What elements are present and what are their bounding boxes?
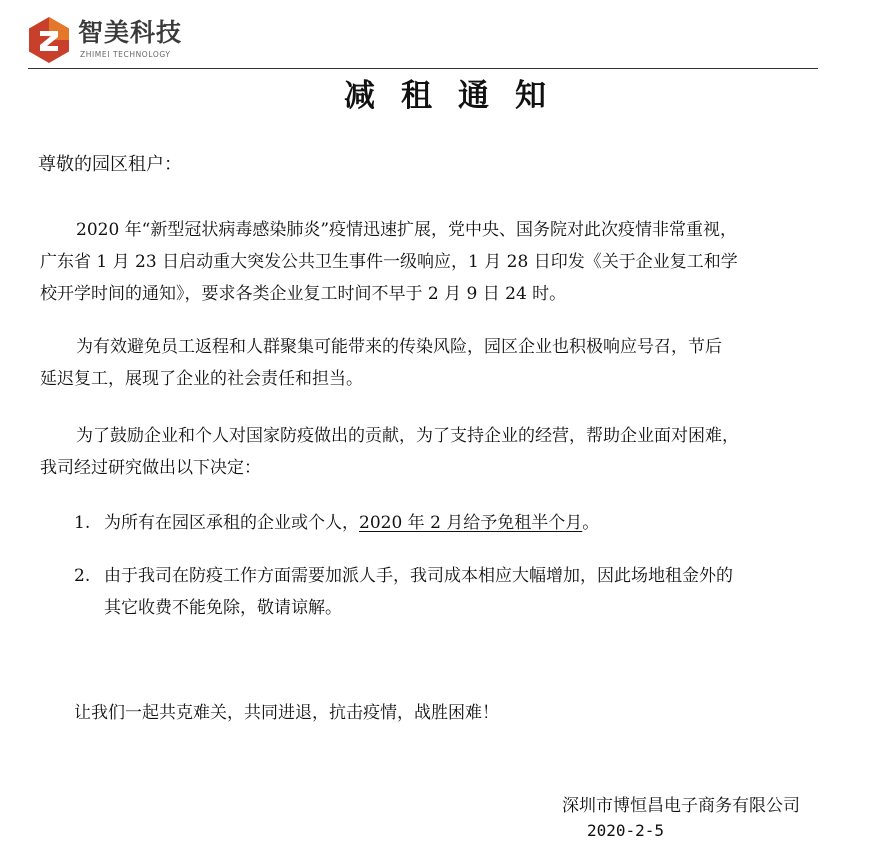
letterhead — [28, 10, 828, 70]
company-signature: 深圳市博恒昌电子商务有限公司 — [562, 796, 800, 816]
list-number: 2. — [74, 566, 91, 586]
decision-end: 。 — [582, 513, 600, 533]
paragraph-line: 延迟复工，展现了企业的社会责任和担当。 — [40, 369, 363, 389]
decision-text: 由于我司在防疫工作方面需要加派人手，我司成本相应大幅增加，因此场地租金外的 — [104, 566, 733, 586]
paragraph-line: 2020 年“新型冠状病毒感染肺炎”疫情迅速扩展，党中央、国务院对此次疫情非常重视， — [76, 220, 738, 240]
header-divider — [28, 68, 818, 69]
paragraph-line: 广东省 1 月 23 日启动重大突发公共卫生事件一级响应，1 月 28 日印发《关于企业复工和学 — [40, 252, 738, 272]
zhimei-logo-icon — [28, 16, 70, 64]
paragraph-decision-intro — [40, 420, 739, 484]
salutation: 尊敬的园区租户： — [38, 154, 182, 175]
notice-title: 减租通知 — [344, 78, 572, 114]
paragraph-park-response — [40, 331, 722, 395]
paragraph-line: 为有效避免员工返程和人群聚集可能带来的传染风险，园区企业也积极响应号召，节后 — [76, 337, 722, 357]
decision-item-1 — [74, 507, 599, 539]
list-number: 1. — [74, 513, 91, 533]
closing-statement: 让我们一起共克难关，共同进退，抗击疫情，战胜困难！ — [74, 703, 499, 723]
paragraph-background — [40, 214, 738, 310]
paragraph-line: 校开学时间的通知》，要求各类企业复工时间不早于 2 月 9 日 24 时。 — [40, 284, 567, 304]
decision-item-2 — [74, 560, 733, 624]
decision-text: 为所有在园区承租的企业或个人， — [104, 513, 359, 533]
issue-date: 2020-2-5 — [586, 821, 664, 840]
paragraph-line: 为了鼓励企业和个人对国家防疫做出的贡献，为了支持企业的经营，帮助企业面对困难， — [76, 426, 739, 446]
paragraph-line: 我司经过研究做出以下决定： — [40, 458, 261, 478]
brand-name: 智美科技 — [78, 18, 183, 47]
brand-name-english: ZHIMEI TECHNOLOGY — [80, 50, 171, 59]
decision-text: 其它收费不能免除，敬请谅解。 — [104, 598, 342, 618]
rent-free-highlight: 2020 年 2 月给予免租半个月 — [359, 513, 583, 533]
